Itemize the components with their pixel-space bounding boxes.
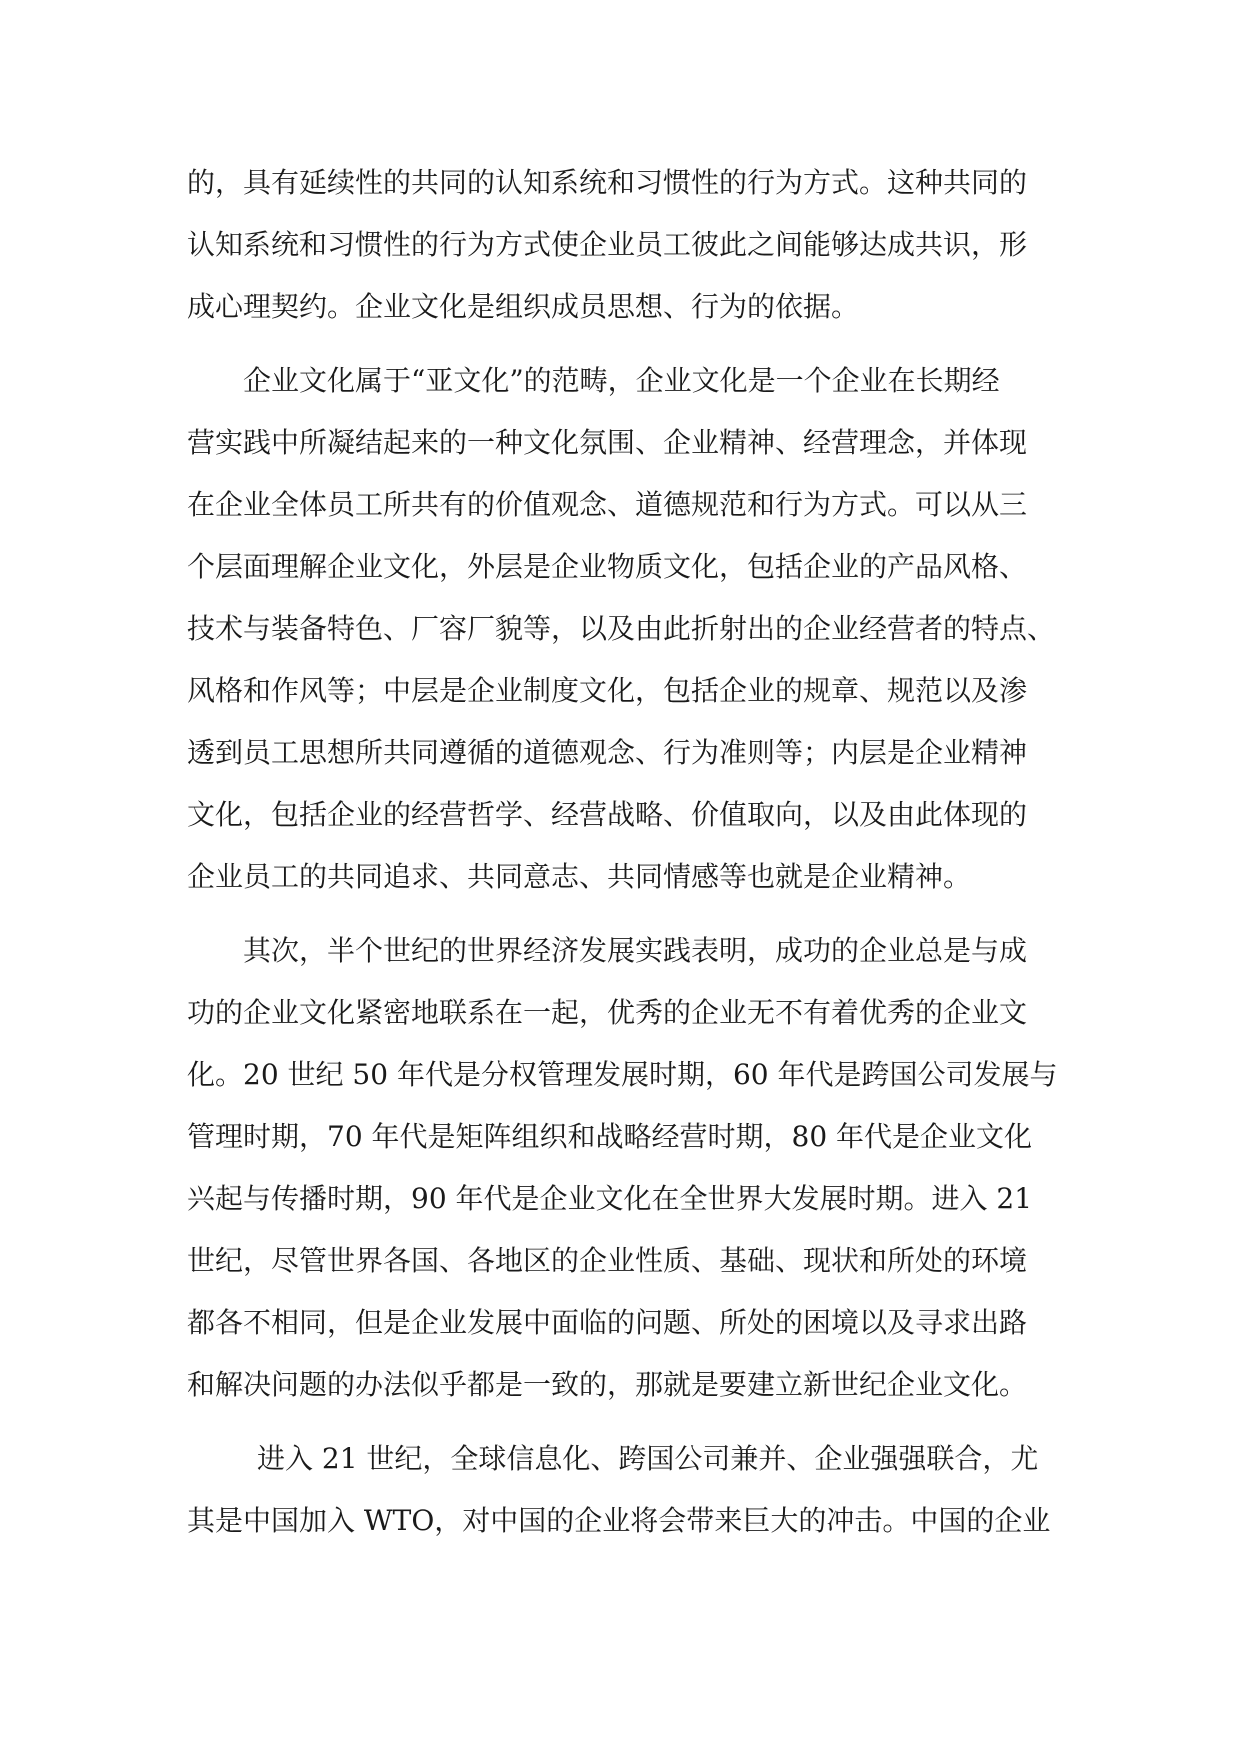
paragraph <box>187 1428 1067 1552</box>
text-line: 风格和作风等；中层是企业制度文化，包括企业的规章、规范以及渗 <box>187 674 1028 707</box>
text-line: 其次，半个世纪的世界经济发展实践表明，成功的企业总是与成 <box>243 934 1028 967</box>
text-line: 功的企业文化紧密地联系在一起，优秀的企业无不有着优秀的企业文 <box>187 996 1028 1029</box>
text-line: 世纪，尽管世界各国、各地区的企业性质、基础、现状和所处的环境 <box>187 1244 1028 1277</box>
text-line: 企业文化属于“亚文化”的范畴，企业文化是一个企业在长期经 <box>243 364 1000 397</box>
text-line: 管理时期，70 年代是矩阵组织和战略经营时期，80 年代是企业文化 <box>187 1120 1033 1153</box>
text-line: 透到员工思想所共同遵循的道德观念、行为准则等；内层是企业精神 <box>187 736 1028 769</box>
text-line: 其是中国加入 WTO，对中国的企业将会带来巨大的冲击。中国的企业 <box>187 1504 1051 1537</box>
text-line: 进入 21 世纪，全球信息化、跨国公司兼并、企业强强联合，尤 <box>257 1442 1039 1475</box>
text-line: 兴起与传播时期，90 年代是企业文化在全世界大发展时期。进入 21 <box>187 1182 1033 1215</box>
document-body <box>187 152 1067 1552</box>
text-line: 成心理契约。企业文化是组织成员思想、行为的依据。 <box>187 290 860 323</box>
text-line: 化。20 世纪 50 年代是分权管理发展时期，60 年代是跨国公司发展与 <box>187 1058 1058 1091</box>
paragraph <box>187 152 1067 338</box>
text-line: 技术与装备特色、厂容厂貌等，以及由此折射出的企业经营者的特点、 <box>187 612 1056 645</box>
paragraph <box>187 920 1067 1416</box>
text-line: 营实践中所凝结起来的一种文化氛围、企业精神、经营理念，并体现 <box>187 426 1028 459</box>
text-line: 和解决问题的办法似乎都是一致的，那就是要建立新世纪企业文化。 <box>187 1368 1028 1401</box>
text-line: 个层面理解企业文化，外层是企业物质文化，包括企业的产品风格、 <box>187 550 1028 583</box>
text-line: 在企业全体员工所共有的价值观念、道德规范和行为方式。可以从三 <box>187 488 1028 521</box>
text-line: 认知系统和习惯性的行为方式使企业员工彼此之间能够达成共识，形 <box>187 228 1028 261</box>
text-line: 的，具有延续性的共同的认知系统和习惯性的行为方式。这种共同的 <box>187 166 1028 199</box>
text-line: 都各不相同，但是企业发展中面临的问题、所处的困境以及寻求出路 <box>187 1306 1028 1339</box>
text-line: 企业员工的共同追求、共同意志、共同情感等也就是企业精神。 <box>187 860 972 893</box>
text-line: 文化，包括企业的经营哲学、经营战略、价值取向，以及由此体现的 <box>187 798 1028 831</box>
paragraph <box>187 350 1067 908</box>
